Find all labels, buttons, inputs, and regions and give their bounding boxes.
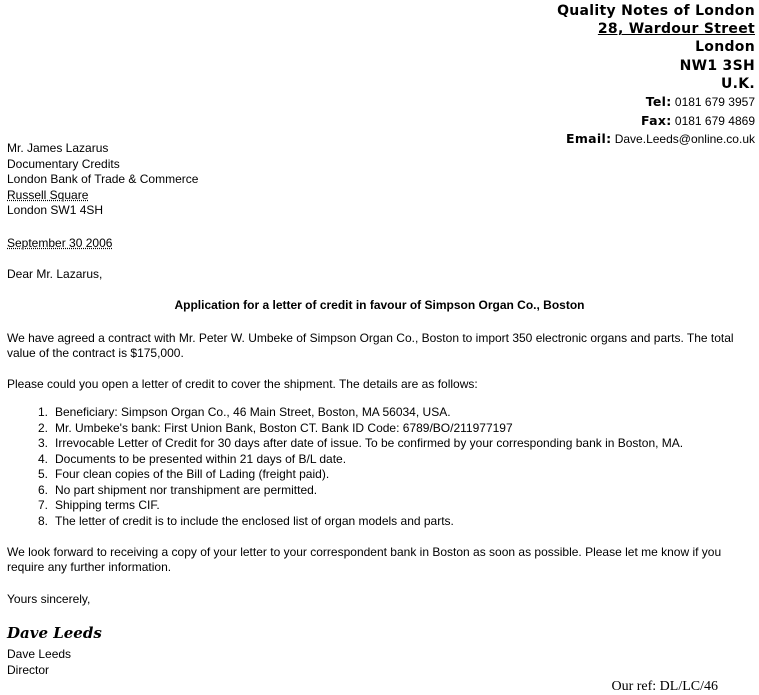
list-item-text: Documents to be presented within 21 days of B/L date. bbox=[55, 451, 347, 466]
list-item-number: 2. bbox=[37, 420, 48, 435]
sender-country: U.K. bbox=[720, 75, 755, 92]
list-item-number: 8. bbox=[37, 513, 48, 528]
letter-subject: Application for a letter of credit in favour of Simpson Organ Co., Boston bbox=[174, 298, 585, 312]
request-paragraph: Please could you open a letter of credit to cover the shipment. The details are as follows: bbox=[7, 377, 478, 391]
list-item-number: 7. bbox=[37, 498, 48, 512]
recipient-name: Mr. James Lazarus bbox=[7, 141, 109, 155]
sender-fax bbox=[557, 112, 755, 131]
tel-number: 0181 679 3957 bbox=[674, 95, 755, 110]
fax-number: 0181 679 4869 bbox=[674, 113, 755, 128]
signatory-title: Director bbox=[7, 663, 50, 677]
sender-tel bbox=[557, 93, 755, 112]
sender-company: Quality Notes of London bbox=[557, 3, 755, 19]
closing-paragraph: We look forward to receiving a copy of your letter to your correspondent bank in Boston as soon as possible. Please let me know if you require any further information. bbox=[7, 545, 722, 575]
list-item-number: 3. bbox=[37, 436, 48, 450]
sender-city: London bbox=[695, 39, 755, 56]
tel-label: Tel: bbox=[645, 94, 672, 110]
terms-list bbox=[25, 405, 683, 529]
list-item bbox=[25, 421, 683, 437]
signature: Dave Leeds bbox=[7, 624, 102, 642]
list-item-text: Irrevocable Letter of Credit for 30 days after date of issue. To be confirmed by your corresponding bank in Boston, MA. bbox=[55, 436, 684, 450]
email-address: Dave.Leeds@online.co.uk bbox=[614, 132, 755, 147]
fax-label: Fax: bbox=[641, 112, 672, 128]
recipient-department: Documentary Credits bbox=[7, 156, 120, 171]
list-item bbox=[25, 467, 683, 483]
list-item-number: 4. bbox=[37, 451, 48, 466]
sender-address bbox=[557, 2, 755, 149]
list-item bbox=[25, 405, 683, 421]
list-item-number: 1. bbox=[37, 405, 48, 419]
list-item bbox=[25, 514, 683, 530]
list-item bbox=[25, 483, 683, 499]
list-item bbox=[25, 452, 683, 468]
intro-paragraph: We have agreed a contract with Mr. Peter W. Umbeke of Simpson Organ Co., Boston to import 350 electronic organs and parts. The total value of the contract is $175,000. bbox=[7, 331, 734, 361]
reference: Our ref: DL/LC/46 bbox=[611, 679, 718, 694]
list-item bbox=[25, 498, 683, 514]
salutation: Dear Mr. Lazarus, bbox=[7, 267, 103, 281]
list-item-text: Shipping terms CIF. bbox=[55, 498, 160, 512]
list-item-text: Four clean copies of the Bill of Lading (freight paid). bbox=[55, 467, 330, 481]
recipient-street: Russell Square bbox=[7, 187, 89, 202]
list-item-text: The letter of credit is to include the enclosed list of organ models and parts. bbox=[55, 513, 454, 528]
sign-off: Yours sincerely, bbox=[7, 592, 91, 606]
list-item-text: No part shipment nor transhipment are permitted. bbox=[55, 482, 318, 497]
sender-email bbox=[557, 130, 755, 149]
recipient-bank: London Bank of Trade & Commerce bbox=[7, 172, 199, 187]
sender-postcode: NW1 3SH bbox=[679, 57, 755, 74]
signatory-name: Dave Leeds bbox=[7, 647, 72, 661]
recipient-address bbox=[7, 141, 198, 219]
list-item bbox=[25, 436, 683, 452]
list-item-text: Beneficiary: Simpson Organ Co., 46 Main Street, Boston, MA 56034, USA. bbox=[55, 405, 451, 419]
letter-date: September 30 2006 bbox=[7, 236, 113, 250]
sender-street: 28, Wardour Street bbox=[597, 21, 755, 38]
recipient-city: London SW1 4SH bbox=[7, 203, 104, 218]
list-item-number: 6. bbox=[37, 482, 48, 497]
list-item-text: Mr. Umbeke's bank: First Union Bank, Boston CT. Bank ID Code: 6789/BO/211977197 bbox=[55, 420, 513, 435]
email-label: Email: bbox=[566, 131, 612, 147]
list-item-number: 5. bbox=[37, 467, 48, 481]
